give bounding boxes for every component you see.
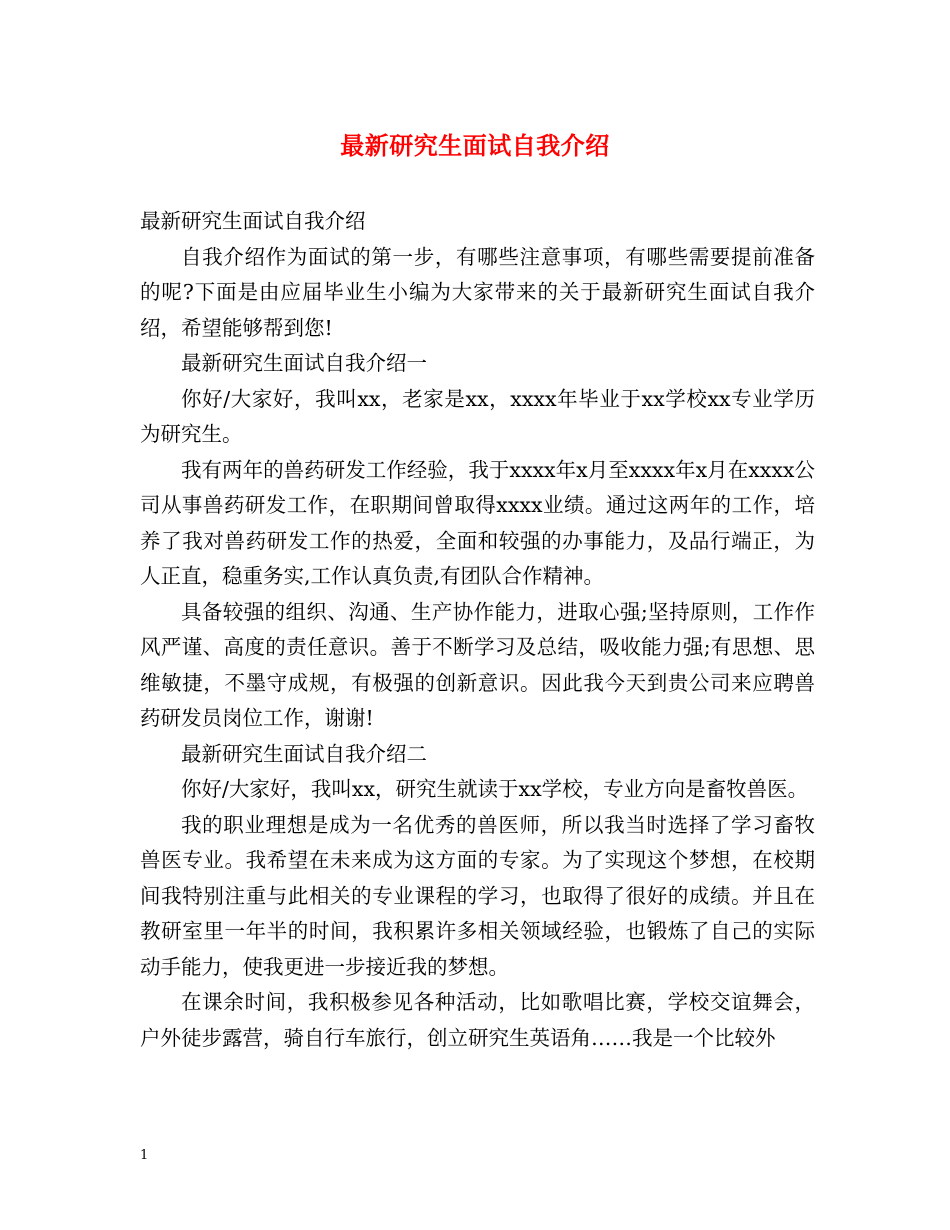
paragraph: 具备较强的组织、沟通、生产协作能力，进取心强;坚持原则，工作作风严谨、高度的责任意识。善于不断学习及总结，吸收能力强;有思想、思维敏捷，不墨守成规，有极强的创新意识。因此我今天到贵公司来应聘兽药研发员岗位工作，谢谢! xyxy=(140,599,815,730)
document-body xyxy=(140,204,815,1056)
paragraph: 你好/大家好，我叫xx，研究生就读于xx学校，专业方向是畜牧兽医。 xyxy=(181,777,809,801)
paragraph-intro: 自我介绍作为面试的第一步，有哪些注意事项，有哪些需要提前准备的呢?下面是由应届毕业生小编为大家带来的关于最新研究生面试自我介绍，希望能够帮到您! xyxy=(140,244,815,340)
paragraph: 我有两年的兽药研发工作经验，我于xxxx年x月至xxxx年x月在xxxx公司从事兽药研发工作，在职期间曾取得xxxx业绩。通过这两年的工作，培养了我对兽药研发工作的热爱，全面和较强的办事能力，及品行端正，为人正直，稳重务实,工作认真负责,有团队合作精神。 xyxy=(140,457,815,588)
paragraph: 你好/大家好，我叫xx，老家是xx，xxxx年毕业于xx学校xx专业学历为研究生。 xyxy=(140,386,815,446)
paragraph-heading-main: 最新研究生面试自我介绍 xyxy=(140,209,366,233)
section-heading-one: 最新研究生面试自我介绍一 xyxy=(181,351,427,375)
paragraph: 在课余时间，我积极参见各种活动，比如歌唱比赛，学校交谊舞会，户外徒步露营，骑自行车旅行，创立研究生英语角……我是一个比较外 xyxy=(140,990,815,1050)
page-number: 1 xyxy=(140,1148,149,1163)
document-title: 最新研究生面试自我介绍 xyxy=(340,131,610,160)
paragraph: 我的职业理想是成为一名优秀的兽医师，所以我当时选择了学习畜牧兽医专业。我希望在未来成为这方面的专家。为了实现这个梦想，在校期间我特别注重与此相关的专业课程的学习，也取得了很好的成绩。并且在教研室里一年半的时间，我积累许多相关领域经验，也锻炼了自己的实际动手能力，使我更进一步接近我的梦想。 xyxy=(140,812,815,979)
section-heading-two: 最新研究生面试自我介绍二 xyxy=(181,741,427,766)
